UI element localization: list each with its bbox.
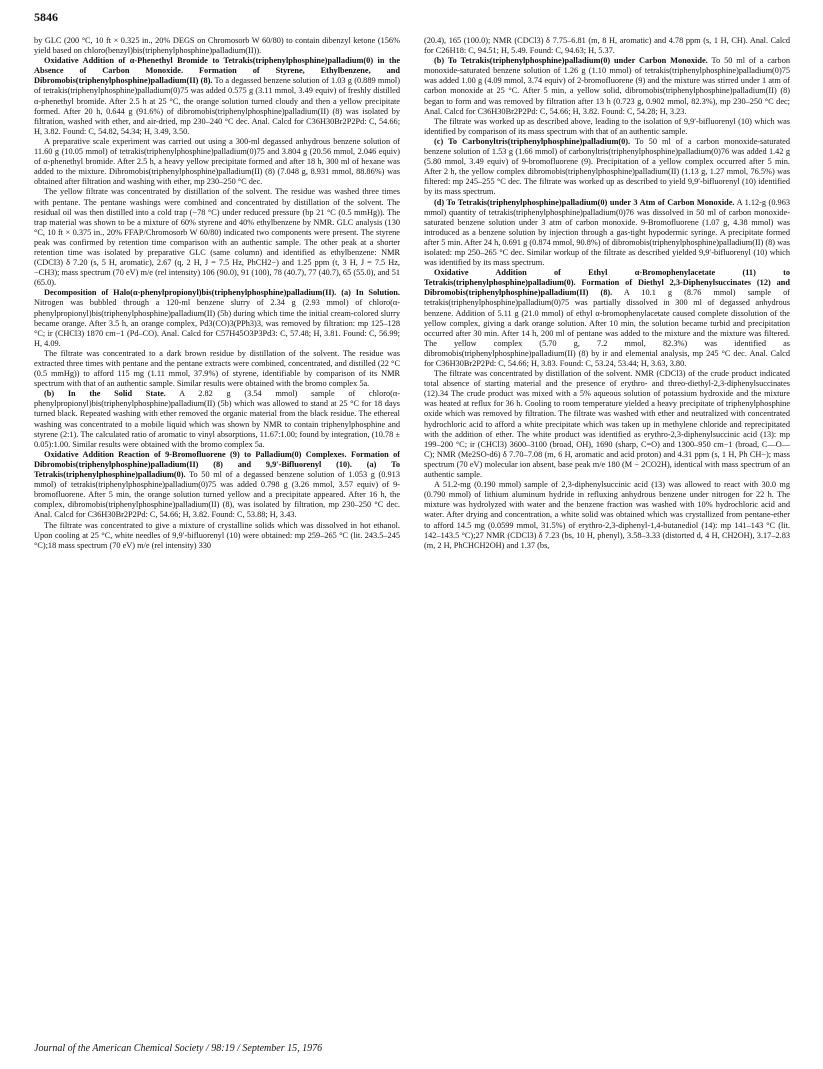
paragraph — [424, 137, 790, 198]
paragraph — [34, 137, 400, 187]
paragraph-text: To 50 ml of a carbon monoxide-saturated benzene solution of 1.26 g (1.10 mmol) of tetrakis(triphenylphosphine)palladium(0)75 was added 1.00 g (4.09 mmol, 3.74 equiv) of 2-bromofluorene (9) and the mixture was stirred under 1 atm of carbon monoxide at 25 °C. After 5 min, a yellow solid, dibromobis(triphenylphosphine)palladium(II) (8) began to form and was removed by filtration after 13 h (0.723 g, 0.902 mmol, 82.3%), mp 230–250 °C dec; Anal. Calcd for C36H30Br2P2Pd: C, 54.66; H, 3.82. Found: C, 54.28; H, 3.23. — [424, 56, 790, 116]
paragraph-text: A preparative scale experiment was carried out using a 300-ml degassed anhydrous benzene solution of 11.60 g (10.05 mmol) of tetrakis(triphenylphosphine)palladium(0)75 and 3.804 g (20.56 mmol, 2.046 equiv) of α-phenethyl bromide. After 2.5 h, a heavy yellow precipitate formed and after 18 h, 300 ml of hexane was added to the mixture. Dibromobis(triphenylphosphine)palladium(II) (8) (7.048 g, 8.931 mmol, 88.86%) was obtained after filtration and washing with ether, mp 230–250 °C dec. — [34, 136, 400, 187]
right-column — [424, 36, 790, 1026]
paragraph — [34, 349, 400, 389]
paragraph — [34, 56, 400, 137]
paragraph — [34, 450, 400, 521]
paragraph — [424, 56, 790, 117]
paragraph — [424, 369, 790, 480]
section-heading: Oxidative Addition of α-Phenethyl Bromide to Tetrakis(triphenylphosphine)palladium(0) in the Absence of Carbon Monoxide. Formation of Styrene, Ethylbenzene, and Dibromobis(triphenylphosphine)palladium(II) (8). — [34, 56, 400, 86]
paragraph — [34, 389, 400, 450]
paragraph-text: (20.4), 165 (100.0); NMR (CDCl3) δ 7.75–6.81 (m, 8 H, aromatic) and 4.78 ppm (s, 1 H, CH). Anal. Calcd for C26H18: C, 94.51; H, 5.49. Found: C, 94.63; H, 5.37. — [424, 36, 790, 56]
paragraph-text: The filtrate was concentrated to a dark brown residue by distillation of the solvent. The residue was extracted three times with pentane and the pentane extracts were combined, concentrated, and distilled (22 °C (0.5 mmHg)) to afford 115 mg (1.11 mmol, 37.9%) of styrene, identifiable by comparison of its NMR spectrum with that of an authentic sample. Similar results were obtained with the bromo complex 5a. — [34, 348, 400, 389]
paragraph-text: The yellow filtrate was concentrated by distillation of the solvent. The residue was washed three times with pentane. The pentane washings were combined and concentrated by distillation of the solvent. The residual oil was then distilled into a cold trap (−78 °C) under reduced pressure (bp 21 °C (0.5 mmHg)). The trap material was shown to be a mixture of 60% styrene and 40% ethylbenzene by NMR. GLC analysis (130 °C, 10 ft × 0.375 in., 20% FFAP/Chromosorb W 60/80) indicated two components were present. The styrene peak was confirmed by retention time comparison with an authentic sample. The other peak at a shorter retention time was isolated by preparative GLC (same column) and identified as ethylbenzene: NMR (CDCl3) δ 7.20 (s, 5 H, aromatic), 2.67 (q, 2 H, J = 7.5 Hz, PhCH2−) and 1.25 ppm (t, 3 H, J = 7.5 Hz, −CH3); mass spectrum (70 eV) m/e (rel intensity) 106 (90.0), 91 (100), 78 (40.7), 77 (40.7), 65 (55.0), and 51 (65.0). — [34, 187, 400, 288]
page-number: 5846 — [34, 10, 58, 24]
section-heading: (d) To Tetrakis(triphenylphosphine)palladium(0) under 3 Atm of Carbon Monoxide. — [434, 197, 735, 207]
paragraph-text: Nitrogen was bubbled through a 120-ml benzene slurry of 2.34 g (2.93 mmol) of chloro(α-phenylpropionyl)bis(triphenylphosphine)palladium(II) (5b) during which time the initial cream-colored slurry became orange. After 3.5 h, an orange complex, Pd3(CO)3(PPh3)3, was removed by filtration: mp 125–128 °C; ir (CHCl3) 1870 cm−1 (Pd–CO). Anal. Calcd for C57H45O3P3Pd3: C, 57.48; H, 3.81. Found: C, 56.99; H, 4.09. — [34, 298, 400, 348]
section-heading: Decomposition of Halo(α-phenylpropionyl)bis(triphenylphosphine)palladium(II). (a) In Solution. — [44, 288, 400, 298]
section-heading: (b) To Tetrakis(triphenylphosphine)palladium(0) under Carbon Monoxide. — [434, 56, 708, 66]
paragraph — [424, 36, 790, 56]
paragraph-text: A 51.2-mg (0.190 mmol) sample of 2,3-diphenylsuccinic acid (13) was allowed to react with 30.0 mg (0.790 mmol) of lithium aluminum hydride in refluxing anhydrous benzene under nitrogen for 22 h. The mixture was hydrolyzed with water and the benzene fraction was washed with 10% hydrochloric acid and water. After drying and concentration, a white solid was obtained which was crystallized from pentane-ether to afford 14.5 mg (0.0599 mmol, 31.5%) of erythro-2,3-diphenyl-1,4-butanediol (14): mp 141–143 °C (lit. 142–143.5 °C);27 NMR (CDCl3) δ 7.23 (bs, 10 H, phenyl), 3.58–3.33 (distorted d, 4 H, CH2OH), 3.17–2.83 (m, 2 H, PhCHCH2OH) and 1.37 (bs, — [424, 480, 790, 550]
paragraph — [424, 198, 790, 269]
paragraph-text: The filtrate was concentrated by distillation of the solvent. NMR (CDCl3) of the crude product indicated total absence of starting material and the presence of erythro- and threo-diethyl-2,3-diphenylsuccinates (12).34 The crude product was mixed with a 5% aqueous solution of potassium hydroxide and the mixture was heated at reflux for 36 h. Cooling to room temperature yielded a heavy precipitate of triphenylphosphine oxide which was removed by filtration. The filtrate was washed with ether and neutralized with concentrated hydrochloric acid to afford a white precipitate which was taken up in methylene chloride and reprecipitated with the addition of ether. The white product was identified as erythro-2,3-diphenylsuccinic acid (13): mp 199–200 °C; ir (CHCl3) 3600–3100 (broad, OH), 1690 (sharp, C=O) and 1300–950 cm−1 (broad, C—O—C); NMR (Me2SO-d6) δ 7.70–7.08 (m, 6 H, aromatic and acid proton) and 4.31 ppm (s, 1 H, Ph CH−); mass spectrum (70 eV) molecular ion absent, base peak m/e 180 (M − 2CO2H), identical with mass spectrum of an authentic sample. — [424, 369, 790, 480]
paragraph-text: To 50 ml of a degassed benzene solution of 1.053 g (0.913 mmol) of tetrakis(triphenylphosphine)palladium(0)75 was added 0.798 g (3.26 mmol, 3.57 equiv) of 9-bromofluorene. After 5 min, the orange solution turned yellow and a precipitate appeared. After 16 h, the complex, dibromobis(triphenylphosphine)palladium(II) (8), was isolated by filtration, mp 230–250 °C dec. Anal. Calcd for C36H30Br2P2Pd: C, 54.66; H, 3.82. Found: C, 53.88; H, 3.43. — [34, 470, 400, 520]
section-heading: Oxidative Addition of Ethyl α-Bromophenylacetate (11) to Tetrakis(triphenylphosphine)palladium(0). Formation of Diethyl 2,3-Diphenylsuccinates (12) and Dibromobis(triphenylphosphine)palladium(II) (8). — [424, 268, 790, 298]
paragraph-text: The filtrate was concentrated to give a mixture of crystalline solids which was dissolved in hot ethanol. Upon cooling at 25 °C, white needles of 9,9′-bifluorenyl (10) were obtained: mp 259–265 °C (lit. 243.5–245 °C);18 mass spectrum (70 eV) m/e (rel intensity) 330 — [34, 520, 400, 550]
paragraph — [424, 117, 790, 137]
paragraph — [424, 268, 790, 369]
paragraph — [424, 480, 790, 551]
paragraph — [34, 187, 400, 288]
paragraph-text: A 10.1 g (8.76 mmol) sample of tetrakis(triphenylphosphine)palladium(0)75 was partially dissolved in 300 ml of degassed anhydrous benzene. Addition of 5.11 g (21.0 mmol) of ethyl α-bromophenylacetate caused complete dissolution of the yellow complex, giving a dark orange solution. After 10 min, the solution became turbid and precipitation occurred after 30 min. After 14 h, 200 ml of pentane was added to the mixture and the mixture was filtered. The yellow complex (5.70 g, 7.2 mmol, 82.3%) was identified as dibromobis(triphenylphosphine)palladium(II) (8) by ir and elemental analysis, mp 245 °C dec. Anal. Calcd for C36H30Br2P2Pd: C, 54.66; H, 3.83. Found: C, 53.24, 53.44; H, 3.63, 3.80. — [424, 288, 790, 368]
paragraph-text: To 50 ml of a carbon monoxide-saturated benzene solution of 1.53 g (1.66 mmol) of carbonyltris(triphenylphosphine)palladium(0)76 was added 1.42 g (5.80 mmol, 3.49 equiv) of 9-bromofluorene (9). Precipitation of a yellow complex occurred after 5 min. After 2 h, the yellow complex dibromobis(triphenylphosphine)palladium(II) (1.13 g, 1.27 mmol, 76.5%) was filtered: mp 245–255 °C dec. The filtrate was worked up as described to yield 9,9′-bifluorenyl (10) identified by its mass spectrum. — [424, 136, 790, 197]
section-heading: Oxidative Addition Reaction of 9-Bromofluorene (9) to Palladium(0) Complexes. Formation of Dibromobis(triphenylphosphine)palladium(II) (8) and 9,9′-Bifluorenyl (10). (a) To Tetrakis(triphenylphosphine)palladium(0). — [34, 449, 400, 480]
paragraph-text: The filtrate was worked up as described above, leading to the isolation of 9,9′-bifluorenyl (10) which was identified by comparison of its mass spectrum with that of an authentic sample. — [424, 116, 790, 136]
paragraph-text: by GLC (200 °C, 10 ft × 0.325 in., 20% DEGS on Chromosorb W 60/80) to contain dibenzyl ketone (156% yield based on chloro(benzyl)bis(triphenylphosphine)palladium(II)). — [34, 36, 400, 56]
article-body — [34, 36, 790, 1026]
paragraph — [34, 36, 400, 56]
journal-footer: Journal of the American Chemical Society / 98:19 / September 15, 1976 — [34, 1043, 323, 1054]
paragraph-text: A 2.82 g (3.54 mmol) sample of chloro(α-phenylpropionyl)bis(triphenylphosphine)palladium(II) (5b) which was allowed to stand at 25 °C for 18 days turned black. Repeated washing with ether removed the organic material from the black residue. The ethereal washing was concentrated to a mobile liquid which was shown by NMR to contain triphenylphosphine and styrene (2:1). The calculated ratio of aromatic to vinyl absorptions, 11.67:1.00; found by integration, (10.78 ± 0.05):1.00. Similar results were obtained with the bromo complex 5a. — [34, 389, 400, 449]
paragraph-text: A 1.12-g (0.963 mmol) quantity of tetrakis(triphenylphosphine)palladium(0)76 was dissolved in 50 ml of carbon monoxide-saturated benzene solution under 3 atm of carbon monoxide. 9-Bromofluorene (1.07 g, 4.38 mmol) was introduced as a benzene solution by injection through a gas-tight hypodermic syringe. A precipitate formed after 5 min. After 24 h, 0.691 g (0.874 mmol, 90.8%) of dibromobis(triphenylphosphine)palladium(II) (8) was isolated: mp 250–265 °C dec. Similar workup of the filtrate as described yielded 9,9′-bifluorenyl (10) which was identified by its mass spectrum. — [424, 197, 790, 268]
section-heading: (c) To Carbonyltris(triphenylphosphine)palladium(0). — [434, 136, 631, 146]
section-heading: (b) In the Solid State. — [44, 389, 166, 399]
left-column — [34, 36, 400, 1026]
paragraph — [34, 288, 400, 349]
paragraph-text: To a degassed benzene solution of 1.03 g (0.889 mmol) of tetrakis(triphenylphosphine)palladium(0)75 was added 0.575 g (3.11 mmol, 3.49 equiv) of freshly distilled α-phenethyl bromide. After 2.5 h at 25 °C, the orange solution turned cloudy and then a yellow precipitate formed. After 20 h, 0.644 g (91.6%) of dibromobis(triphenylphosphine)palladium(II) (8) was isolated by filtration, washed with ether, and air-dried, mp 230–240 °C dec. Anal. Calcd for C36H30Br2P2Pd: C, 54.66; H, 3.82. Found: C, 54.82, 54.34; H, 3.49, 3.50. — [34, 76, 400, 136]
paragraph — [34, 521, 400, 551]
